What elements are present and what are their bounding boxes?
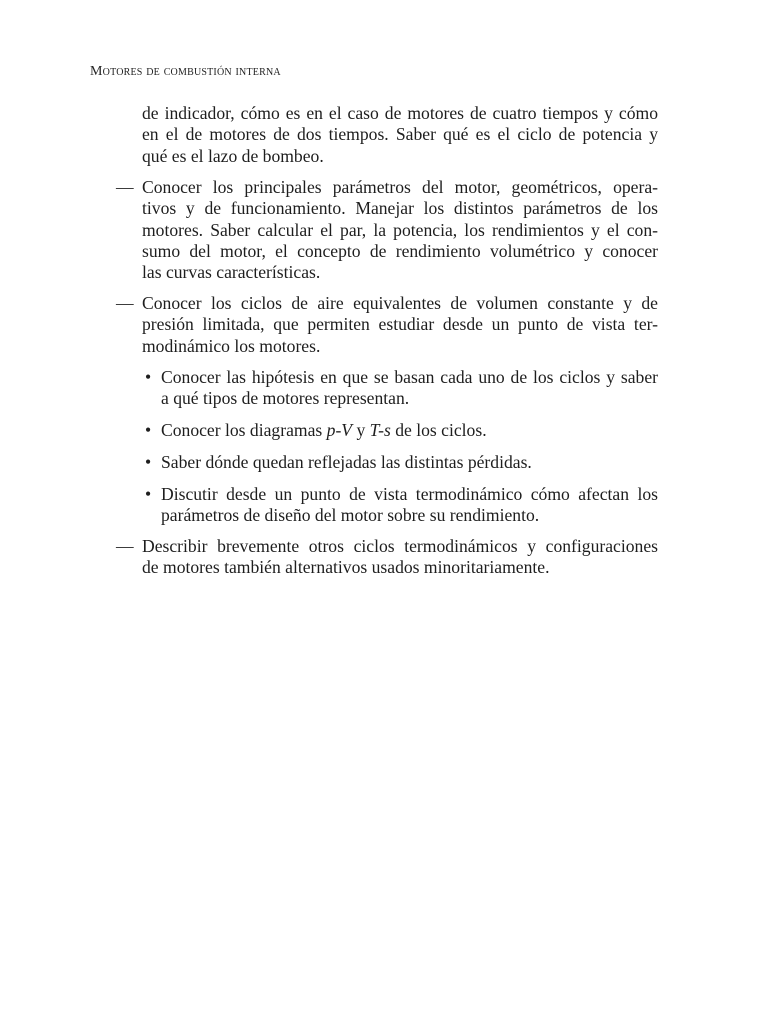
text-line: qué es el lazo de bombeo. bbox=[142, 145, 324, 166]
bullet-marker: • bbox=[145, 420, 152, 440]
text-line: las curvas características. bbox=[142, 262, 321, 283]
objective-text bbox=[142, 177, 658, 283]
text-line: Discutir desde un punto de vista termodinámico cómo afectan los bbox=[161, 484, 658, 504]
text-line: Saber dónde quedan reflejadas las distintas pérdidas. bbox=[161, 452, 532, 472]
text-line: tivos y de funcionamiento. Manejar los distintos parámetros de los bbox=[142, 198, 658, 219]
sub-objective-text bbox=[161, 367, 658, 410]
text-run: de los ciclos. bbox=[390, 420, 487, 440]
em-dash-marker: — bbox=[116, 177, 134, 197]
em-dash-marker: — bbox=[116, 293, 134, 313]
text-line: motores. Saber calcular el par, la potencia, los rendimientos y el con- bbox=[142, 219, 658, 240]
pv-diagram-symbol: p-V bbox=[326, 420, 353, 440]
text-line: de motores también alternativos usados minoritariamente. bbox=[142, 557, 550, 578]
bullet-marker: • bbox=[145, 484, 152, 504]
text-line: Conocer las hipótesis en que se basan cada uno de los ciclos y saber bbox=[161, 367, 658, 387]
text-line: modinámico los motores. bbox=[142, 335, 321, 356]
text-line: Conocer los ciclos de aire equivalentes de volumen constante y de bbox=[142, 293, 658, 313]
lead-in-paragraph bbox=[142, 103, 658, 167]
text-line: Describir brevemente otros ciclos termodinámicos y configuraciones bbox=[142, 536, 658, 556]
text-line: presión limitada, que permiten estudiar desde un punto de vista ter- bbox=[142, 314, 658, 335]
text-line: parámetros de diseño del motor sobre su rendimiento. bbox=[161, 505, 540, 526]
bullet-marker: • bbox=[145, 452, 152, 472]
sub-objective-text bbox=[161, 452, 658, 473]
text-line: en el de motores de dos tiempos. Saber qué es el ciclo de potencia y bbox=[142, 124, 658, 145]
bullet-marker: • bbox=[145, 367, 152, 387]
objective-text bbox=[142, 293, 658, 357]
text-line: Conocer los principales parámetros del motor, geométricos, opera- bbox=[142, 177, 658, 197]
em-dash-marker: — bbox=[116, 536, 134, 556]
text-run: y bbox=[352, 420, 370, 440]
sub-objective-text bbox=[161, 484, 658, 527]
ts-diagram-symbol: T-s bbox=[369, 420, 391, 440]
text-line: sumo del motor, el concepto de rendimiento volumétrico y conocer bbox=[142, 240, 658, 261]
text-line: a qué tipos de motores representan. bbox=[161, 388, 410, 409]
objective-text bbox=[142, 536, 658, 579]
text-line bbox=[161, 420, 658, 441]
text-line: de indicador, cómo es en el caso de motores de cuatro tiempos y cómo bbox=[142, 103, 658, 123]
text-run: Conocer los diagramas bbox=[161, 420, 327, 440]
running-header: Motores de combustión interna bbox=[90, 64, 281, 79]
sub-objective-text bbox=[161, 420, 658, 441]
